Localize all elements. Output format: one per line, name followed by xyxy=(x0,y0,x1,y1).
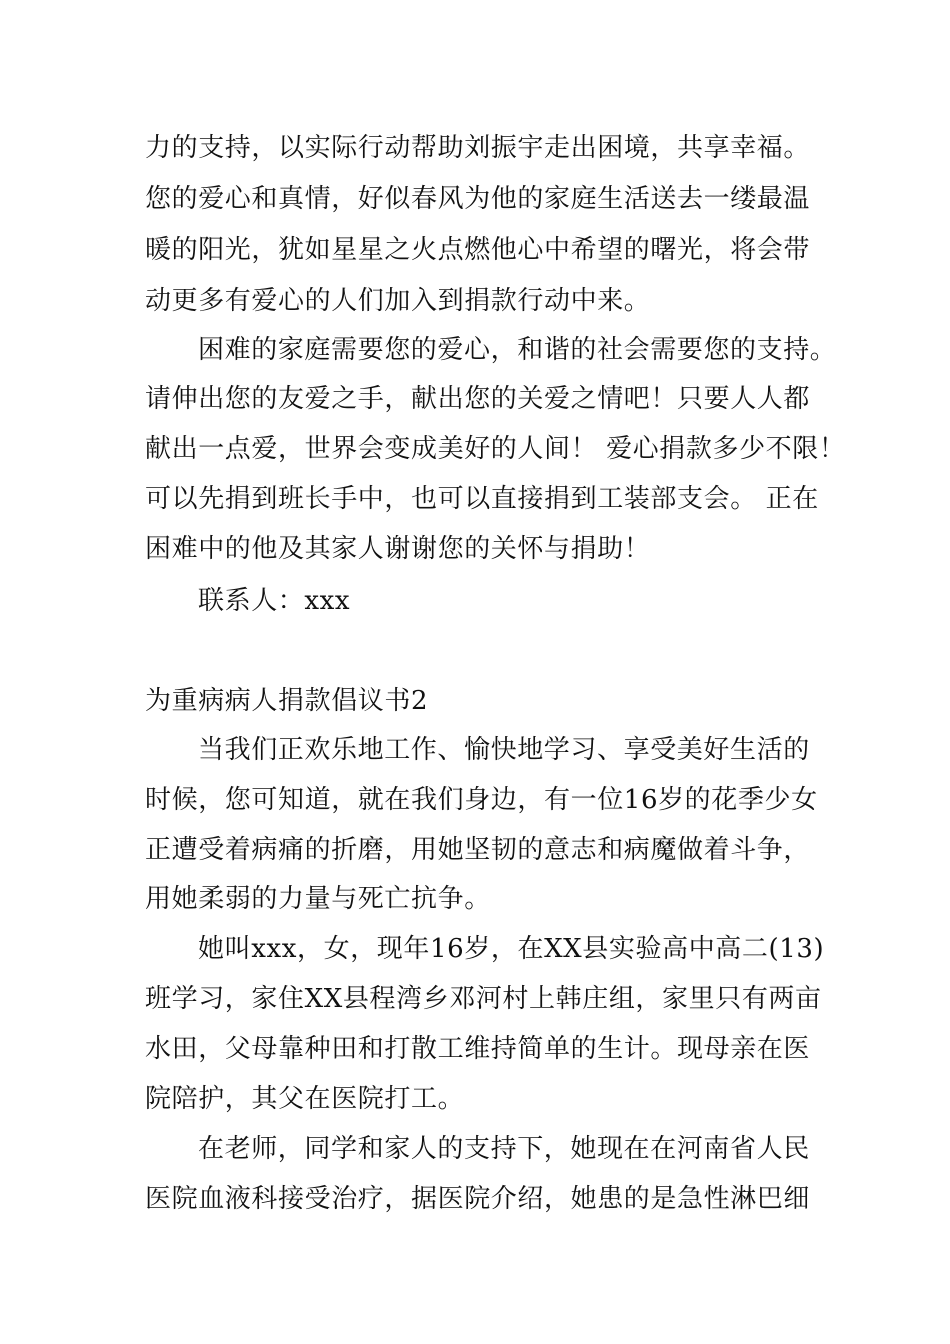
paragraph-line: 当我们正欢乐地工作、愉快地学习、享受美好生活的 xyxy=(198,735,810,765)
contact-line: 联系人：xxx xyxy=(198,586,351,616)
paragraph-line: 动更多有爱心的人们加入到捐款行动中来。 xyxy=(145,286,651,316)
paragraph-line: 水田，父母靠种田和打散工维持简单的生计。现母亲在医 xyxy=(145,1034,811,1064)
paragraph-line: 正遭受着病痛的折磨，用她坚韧的意志和病魔做着斗争， xyxy=(145,835,811,865)
paragraph-line: 您的爱心和真情，好似春风为他的家庭生活送去一缕最温 xyxy=(145,184,811,214)
paragraph-line: 班学习，家住XX县程湾乡邓河村上韩庄组，家里只有两亩 xyxy=(145,984,822,1014)
paragraph-line: 困难的家庭需要您的爱心，和谐的社会需要您的支持。 xyxy=(198,335,837,365)
section-title: 为重病病人捐款倡议书2 xyxy=(145,686,429,716)
paragraph-line: 用她柔弱的力量与死亡抗争。 xyxy=(145,884,491,914)
paragraph-line: 在老师，同学和家人的支持下，她现在在河南省人民 xyxy=(198,1134,810,1164)
paragraph-line: 时候，您可知道，就在我们身边，有一位16岁的花季少女 xyxy=(145,785,818,815)
paragraph-line: 她叫xxx，女，现年16岁，在XX县实验高中高二(13) xyxy=(198,934,825,964)
paragraph-line: 力的支持，以实际行动帮助刘振宇走出困境，共享幸福。 xyxy=(145,133,811,163)
paragraph-line: 困难中的他及其家人谢谢您的关怀与捐助！ xyxy=(145,534,651,564)
paragraph-line: 暖的阳光，犹如星星之火点燃他心中希望的曙光，将会带 xyxy=(145,235,811,265)
paragraph-line: 院陪护，其父在医院打工。 xyxy=(145,1084,465,1114)
paragraph-line: 献出一点爱，世界会变成美好的人间！ 爱心捐款多少不限！ xyxy=(145,434,846,464)
paragraph-line: 可以先捐到班长手中，也可以直接捐到工装部支会。 正在 xyxy=(145,484,819,514)
paragraph-line: 医院血液科接受治疗，据医院介绍，她患的是急性淋巴细 xyxy=(145,1184,811,1214)
paragraph-line: 请伸出您的友爱之手，献出您的关爱之情吧！只要人人都 xyxy=(145,384,811,414)
